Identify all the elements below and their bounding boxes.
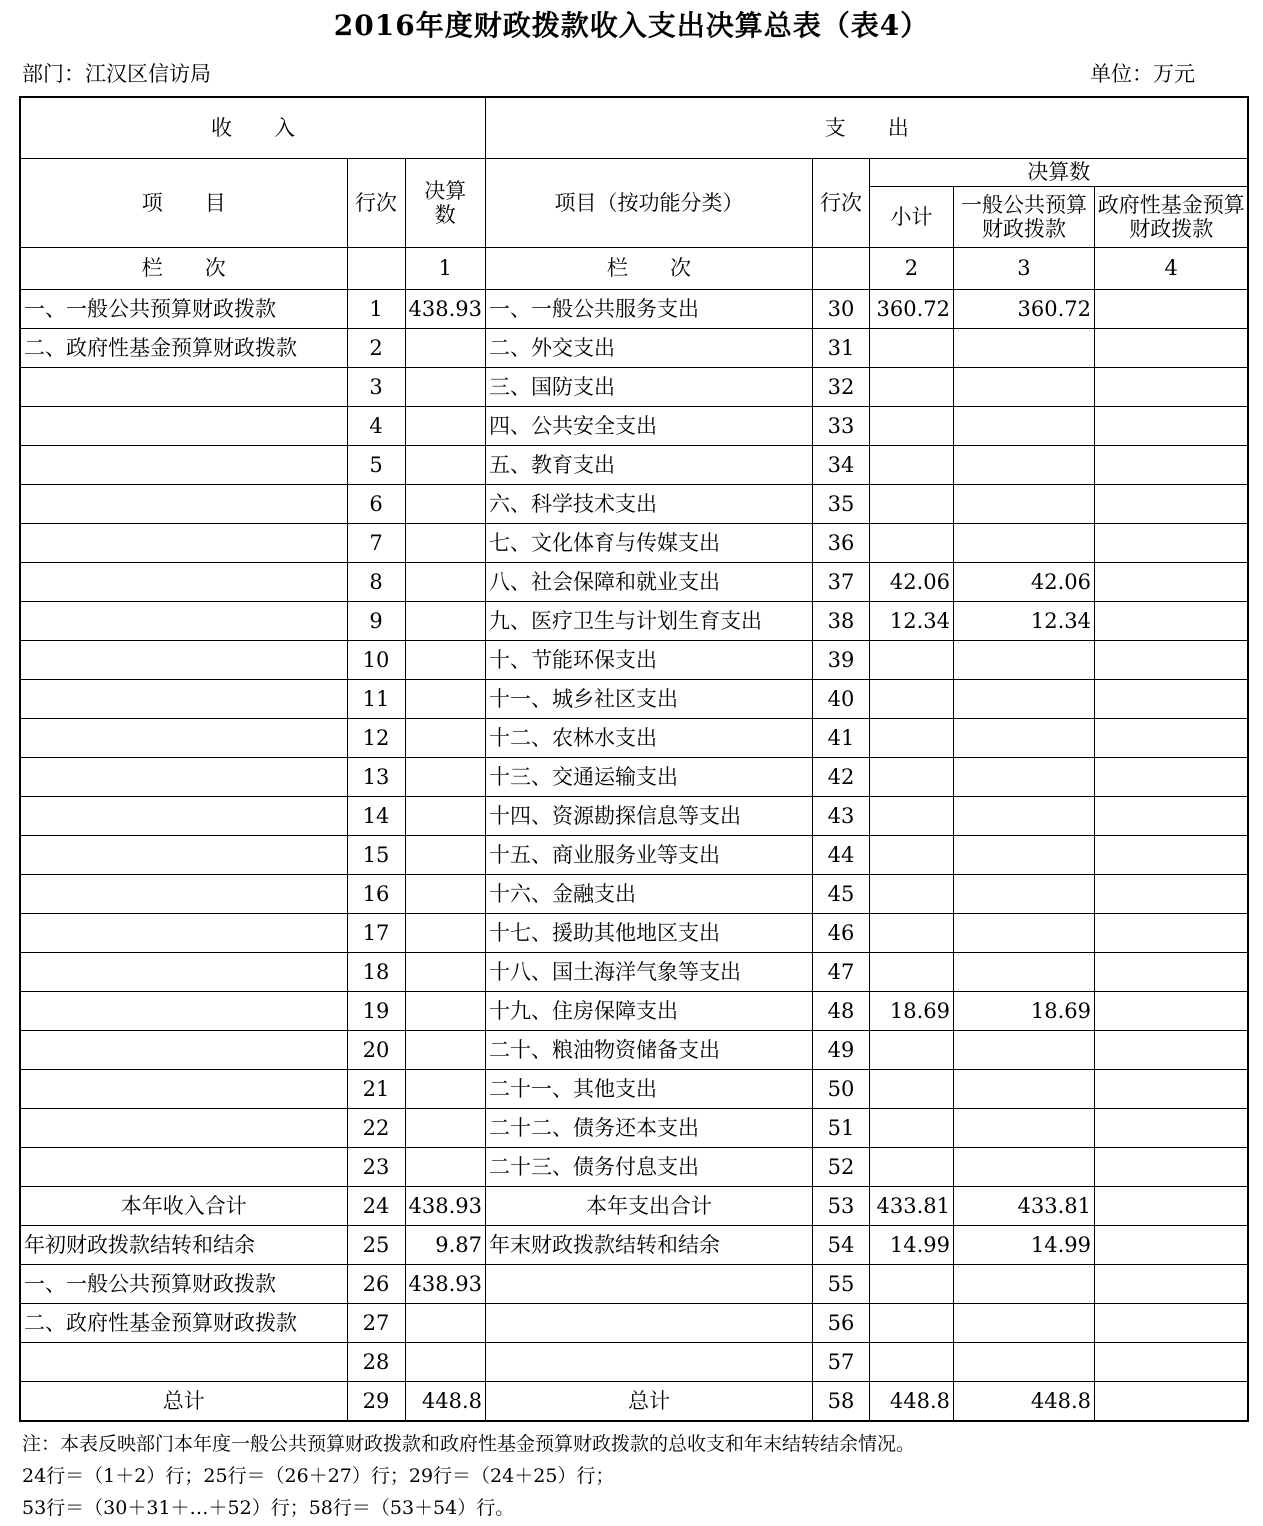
table-row [20,407,1248,446]
subtotal-cell [869,875,953,914]
income-item-cell [20,407,347,446]
general-budget-cell [953,641,1094,680]
subtotal-cell [869,680,953,719]
expense-rowno-header: 行次 [812,159,869,248]
income-row-number: 16 [347,875,405,914]
income-amount-cell: 9.87 [405,1226,485,1265]
fund-budget-cell [1094,953,1248,992]
expense-item-cell: 二、外交支出 [485,329,812,368]
expense-row-number: 56 [812,1304,869,1343]
general-budget-cell [953,407,1094,446]
footnote-line: 24行＝（1＋2）行；25行＝（26＋27）行；29行＝（24＋25）行； [22,1465,615,1487]
income-amount-cell [405,758,485,797]
table-row [20,992,1248,1031]
income-item-cell [20,680,347,719]
income-item-cell [20,875,347,914]
general-budget-cell [953,914,1094,953]
expense-item-cell: 十六、金融支出 [485,875,812,914]
table-row [20,797,1248,836]
income-row-number: 14 [347,797,405,836]
fund-budget-cell [1094,1265,1248,1304]
expense-row-number: 41 [812,719,869,758]
income-amount-cell: 438.93 [405,1187,485,1226]
income-row-number: 23 [347,1148,405,1187]
subtotal-cell [869,1343,953,1382]
fund-budget-cell [1094,1382,1248,1422]
income-row-number: 19 [347,992,405,1031]
income-row-number: 20 [347,1031,405,1070]
fund-budget-cell [1094,485,1248,524]
empty-cell [347,248,405,290]
income-item-cell [20,1148,347,1187]
expense-item-cell: 十八、国土海洋气象等支出 [485,953,812,992]
income-amount-cell [405,563,485,602]
expense-row-number: 43 [812,797,869,836]
subtotal-cell [869,1148,953,1187]
expense-row-number: 46 [812,914,869,953]
fund-budget-cell [1094,1304,1248,1343]
general-budget-cell [953,1148,1094,1187]
income-amount-cell [405,836,485,875]
table-row [20,1343,1248,1382]
income-item-cell: 二、政府性基金预算财政拨款 [20,1304,347,1343]
expense-row-number: 53 [812,1187,869,1226]
general-budget-cell: 18.69 [953,992,1094,1031]
table-row [20,1031,1248,1070]
table-row [20,953,1248,992]
income-amount-cell: 438.93 [405,290,485,329]
expense-row-number: 42 [812,758,869,797]
subtotal-cell [869,1265,953,1304]
general-budget-cell: 448.8 [953,1382,1094,1422]
subtotal-cell [869,329,953,368]
subtotal-header: 小计 [869,187,953,248]
fund-budget-cell [1094,329,1248,368]
fund-budget-cell [1094,836,1248,875]
general-budget-cell [953,368,1094,407]
subtotal-cell [869,1304,953,1343]
subtotal-cell [869,446,953,485]
subtotal-cell [869,485,953,524]
expense-item-cell: 二十二、债务还本支出 [485,1109,812,1148]
income-item-cell [20,914,347,953]
table-row [20,602,1248,641]
table-row [20,641,1248,680]
general-budget-cell [953,524,1094,563]
column-number-2: 2 [869,248,953,290]
expense-row-number: 47 [812,953,869,992]
expense-item-cell: 九、医疗卫生与计划生育支出 [485,602,812,641]
table-row [20,758,1248,797]
table-row [20,1148,1248,1187]
general-budget-cell: 12.34 [953,602,1094,641]
income-amount-cell [405,797,485,836]
table-row [20,680,1248,719]
income-amount-cell [405,329,485,368]
subtotal-cell [869,641,953,680]
general-budget-cell [953,836,1094,875]
income-amount-cell [405,1031,485,1070]
expense-row-number: 50 [812,1070,869,1109]
income-row-number: 18 [347,953,405,992]
income-amount-cell [405,602,485,641]
income-amount-header: 决算数 [405,159,485,248]
income-amount-cell [405,641,485,680]
income-row-number: 29 [347,1382,405,1422]
income-amount-cell [405,1304,485,1343]
income-row-number: 13 [347,758,405,797]
department-label: 部门：江汉区信访局 [22,62,211,86]
table-row [20,563,1248,602]
expense-item-cell: 四、公共安全支出 [485,407,812,446]
income-item-cell [20,758,347,797]
expense-row-number: 31 [812,329,869,368]
expense-item-cell: 二十、粮油物资储备支出 [485,1031,812,1070]
unit-label: 单位：万元 [1090,62,1195,86]
subtotal-cell [869,1109,953,1148]
subtotal-cell [869,953,953,992]
income-item-cell [20,1031,347,1070]
subtotal-cell [869,836,953,875]
income-row-number: 10 [347,641,405,680]
income-row-number: 17 [347,914,405,953]
expense-row-number: 40 [812,680,869,719]
income-item-cell: 总计 [20,1382,347,1422]
income-amount-cell [405,953,485,992]
expense-row-number: 49 [812,1031,869,1070]
subtotal-cell [869,1070,953,1109]
fund-budget-cell [1094,1031,1248,1070]
income-item-cell [20,836,347,875]
expense-row-number: 33 [812,407,869,446]
expense-row-number: 37 [812,563,869,602]
general-budget-header: 一般公共预算财政拨款 [953,187,1094,248]
income-item-cell [20,368,347,407]
expense-item-header: 项目（按功能分类） [485,159,812,248]
expense-row-number: 30 [812,290,869,329]
subtotal-cell [869,914,953,953]
subtotal-cell: 360.72 [869,290,953,329]
income-item-cell: 二、政府性基金预算财政拨款 [20,329,347,368]
expense-item-cell: 二十三、债务付息支出 [485,1148,812,1187]
fund-budget-cell [1094,992,1248,1031]
income-item-cell: 一、一般公共预算财政拨款 [20,290,347,329]
expense-item-cell: 十七、援助其他地区支出 [485,914,812,953]
income-row-number: 11 [347,680,405,719]
subtotal-cell [869,524,953,563]
table-row [20,1265,1248,1304]
table-row [20,329,1248,368]
expense-item-cell: 十、节能环保支出 [485,641,812,680]
fund-budget-header: 政府性基金预算财政拨款 [1094,187,1248,248]
income-amount-cell: 448.8 [405,1382,485,1422]
expense-row-number: 32 [812,368,869,407]
expense-item-cell: 本年支出合计 [485,1187,812,1226]
income-item-cell [20,953,347,992]
income-row-number: 15 [347,836,405,875]
subtotal-cell [869,797,953,836]
income-row-number: 7 [347,524,405,563]
income-amount-cell [405,446,485,485]
income-amount-cell [405,1343,485,1382]
subtotal-cell: 14.99 [869,1226,953,1265]
subtotal-cell: 42.06 [869,563,953,602]
income-header: 收 入 [20,97,485,159]
expense-item-cell: 五、教育支出 [485,446,812,485]
table-row [20,1109,1248,1148]
subtotal-cell: 12.34 [869,602,953,641]
fund-budget-cell [1094,563,1248,602]
table-row [20,914,1248,953]
subtotal-cell [869,1031,953,1070]
income-row-number: 27 [347,1304,405,1343]
expense-item-cell [485,1304,812,1343]
page-title: 2016年度财政拨款收入支出决算总表（表4） [333,9,930,42]
expense-item-cell: 十四、资源勘探信息等支出 [485,797,812,836]
subtotal-cell [869,758,953,797]
table-row [20,1304,1248,1343]
income-row-number: 25 [347,1226,405,1265]
fund-budget-cell [1094,1109,1248,1148]
expense-item-cell: 十三、交通运输支出 [485,758,812,797]
income-rowno-header: 行次 [347,159,405,248]
expense-item-cell [485,1265,812,1304]
general-budget-cell: 42.06 [953,563,1094,602]
income-row-number: 8 [347,563,405,602]
fund-budget-cell [1094,680,1248,719]
expense-row-number: 57 [812,1343,869,1382]
table-row [20,1070,1248,1109]
general-budget-cell [953,875,1094,914]
general-budget-cell [953,1304,1094,1343]
income-item-cell [20,719,347,758]
subtotal-cell [869,719,953,758]
income-amount-cell [405,1070,485,1109]
empty-cell [812,248,869,290]
income-row-number: 4 [347,407,405,446]
fund-budget-cell [1094,758,1248,797]
income-row-number: 21 [347,1070,405,1109]
column-number-1: 1 [405,248,485,290]
expense-item-cell: 二十一、其他支出 [485,1070,812,1109]
fund-budget-cell [1094,290,1248,329]
income-item-cell [20,524,347,563]
subtotal-cell: 18.69 [869,992,953,1031]
general-budget-cell [953,953,1094,992]
income-amount-cell [405,524,485,563]
fund-budget-cell [1094,407,1248,446]
expense-row-number: 39 [812,641,869,680]
expense-item-cell: 总计 [485,1382,812,1422]
table-row [20,524,1248,563]
fund-budget-cell [1094,1226,1248,1265]
table-row [20,1226,1248,1265]
fund-budget-cell [1094,875,1248,914]
income-item-cell: 一、一般公共预算财政拨款 [20,1265,347,1304]
fund-budget-cell [1094,641,1248,680]
income-item-cell [20,485,347,524]
income-row-number: 12 [347,719,405,758]
income-item-cell [20,563,347,602]
column-label: 栏 次 [20,248,347,290]
income-row-number: 22 [347,1109,405,1148]
column-number-3: 3 [953,248,1094,290]
expense-row-number: 55 [812,1265,869,1304]
general-budget-cell [953,797,1094,836]
table-row [20,446,1248,485]
general-budget-cell [953,485,1094,524]
expense-item-cell: 六、科学技术支出 [485,485,812,524]
expense-item-cell: 十九、住房保障支出 [485,992,812,1031]
income-item-cell [20,602,347,641]
income-item-cell [20,1343,347,1382]
table-row [20,836,1248,875]
expense-item-cell: 年末财政拨款结转和结余 [485,1226,812,1265]
subtotal-cell [869,407,953,446]
subtotal-cell: 433.81 [869,1187,953,1226]
expense-row-number: 52 [812,1148,869,1187]
income-amount-cell [405,368,485,407]
fund-budget-cell [1094,368,1248,407]
table-row [20,1187,1248,1226]
fund-budget-cell [1094,719,1248,758]
table-row [20,1382,1248,1422]
general-budget-cell: 360.72 [953,290,1094,329]
budget-table [19,96,1249,1422]
income-item-cell [20,1070,347,1109]
income-item-header: 项 目 [20,159,347,248]
expense-item-cell: 十五、商业服务业等支出 [485,836,812,875]
footnote-line: 注：本表反映部门本年度一般公共预算财政拨款和政府性基金预算财政拨款的总收支和年末结转结余情况。 [22,1433,916,1455]
income-item-cell [20,641,347,680]
general-budget-cell [953,758,1094,797]
income-row-number: 26 [347,1265,405,1304]
table-row [20,290,1248,329]
fund-budget-cell [1094,524,1248,563]
column-label-expense: 栏 次 [485,248,812,290]
income-item-cell: 年初财政拨款结转和结余 [20,1226,347,1265]
income-amount-cell [405,680,485,719]
income-item-cell [20,797,347,836]
expense-row-number: 58 [812,1382,869,1422]
income-row-number: 9 [347,602,405,641]
expense-row-number: 34 [812,446,869,485]
table-row [20,875,1248,914]
expense-row-number: 51 [812,1109,869,1148]
table-row [20,485,1248,524]
amount-group-header: 决算数 [869,159,1248,187]
general-budget-cell [953,446,1094,485]
income-item-cell: 本年收入合计 [20,1187,347,1226]
general-budget-cell [953,1109,1094,1148]
income-amount-cell [405,992,485,1031]
subtotal-cell: 448.8 [869,1382,953,1422]
income-row-number: 24 [347,1187,405,1226]
table-row [20,719,1248,758]
fund-budget-cell [1094,602,1248,641]
expense-item-cell: 十二、农林水支出 [485,719,812,758]
income-amount-cell: 438.93 [405,1265,485,1304]
footnotes [22,1428,915,1524]
income-row-number: 28 [347,1343,405,1382]
expense-row-number: 54 [812,1226,869,1265]
income-amount-cell [405,485,485,524]
fund-budget-cell [1094,797,1248,836]
subtotal-cell [869,368,953,407]
income-item-cell [20,1109,347,1148]
expense-row-number: 36 [812,524,869,563]
fund-budget-cell [1094,446,1248,485]
column-number-4: 4 [1094,248,1248,290]
expense-item-cell [485,1343,812,1382]
income-amount-cell [405,875,485,914]
general-budget-cell [953,1070,1094,1109]
general-budget-cell [953,1265,1094,1304]
income-amount-cell [405,1148,485,1187]
expense-item-cell: 七、文化体育与传媒支出 [485,524,812,563]
general-budget-cell: 14.99 [953,1226,1094,1265]
income-amount-cell [405,914,485,953]
expense-row-number: 48 [812,992,869,1031]
income-item-cell [20,446,347,485]
expense-item-cell: 十一、城乡社区支出 [485,680,812,719]
income-row-number: 5 [347,446,405,485]
general-budget-cell [953,1031,1094,1070]
expense-row-number: 35 [812,485,869,524]
general-budget-cell: 433.81 [953,1187,1094,1226]
fund-budget-cell [1094,1070,1248,1109]
income-amount-cell [405,407,485,446]
general-budget-cell [953,329,1094,368]
table-row [20,368,1248,407]
income-item-cell [20,992,347,1031]
income-row-number: 6 [347,485,405,524]
fund-budget-cell [1094,914,1248,953]
general-budget-cell [953,680,1094,719]
expense-item-cell: 一、一般公共服务支出 [485,290,812,329]
expense-item-cell: 三、国防支出 [485,368,812,407]
income-row-number: 3 [347,368,405,407]
fund-budget-cell [1094,1148,1248,1187]
income-row-number: 1 [347,290,405,329]
expense-row-number: 44 [812,836,869,875]
fund-budget-cell [1094,1187,1248,1226]
footnote-line: 53行＝（30＋31＋…＋52）行；58行＝（53＋54）行。 [22,1497,515,1519]
general-budget-cell [953,1343,1094,1382]
expense-item-cell: 八、社会保障和就业支出 [485,563,812,602]
income-amount-cell [405,719,485,758]
expense-row-number: 38 [812,602,869,641]
income-row-number: 2 [347,329,405,368]
fund-budget-cell [1094,1343,1248,1382]
income-amount-cell [405,1109,485,1148]
expense-header: 支 出 [485,97,1248,159]
general-budget-cell [953,719,1094,758]
expense-row-number: 45 [812,875,869,914]
